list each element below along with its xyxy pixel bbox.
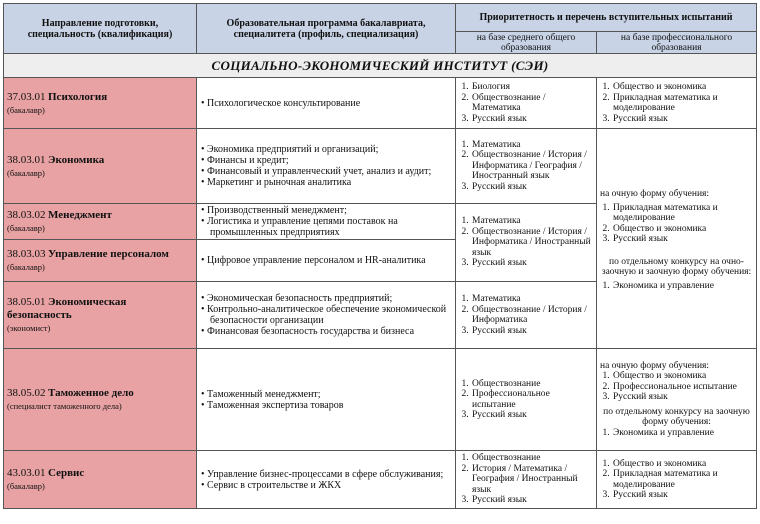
header-direction: Направление подготовки, специальность (квалификация) [4,4,197,54]
program-item: • Экономическая безопасность предприятий; [201,293,452,304]
direction-name: Менеджмент [48,209,112,221]
exam-item: 2. Обществознание / Математика [471,93,593,114]
program-cell [197,129,456,204]
exam-form-label: на очную форму обучения: [600,360,710,371]
admission-table [3,3,757,509]
direction-name: Таможенное дело [48,387,134,399]
direction-cell [4,204,197,240]
direction-name: Экономическая безопасность [7,296,127,321]
table-row [4,78,757,129]
program-item: • Маркетинг и рыночная аналитика [201,177,452,188]
admission-table-container [3,3,756,520]
program-cell [197,451,456,509]
direction-qualification: (бакалавр) [7,262,45,272]
program-item: • Психологическое консультирование [201,98,452,109]
direction-cell [4,451,197,509]
exam-secondary-cell [456,204,597,282]
program-cell [197,240,456,282]
program-item: • Финансы и кредит; [201,155,452,166]
program-item: • Таможенная экспертиза товаров [201,400,452,411]
exam-item: 1. Обществознание [471,453,593,464]
header-professional: на базе профессионального образования [597,32,757,54]
direction-name: Психология [48,90,108,103]
exam-item: 1. Экономика и управление [612,281,753,292]
program-cell [197,78,456,129]
exam-form-label: по отдельному конкурсу на заочную форму обучения: [603,406,750,428]
program-item: • Производственный менеджмент; [201,205,452,216]
exam-prof-cell [597,451,757,509]
program-item: • Экономика предприятий и организаций; [201,144,452,155]
exam-secondary-cell [456,349,597,451]
exam-item: 3. Русский язык [612,490,753,501]
table-row [4,129,757,204]
exam-item: 1. Экономика и управление [612,428,753,439]
program-item: • Управление бизнес-процессами в сфере обслуживания; [201,469,452,480]
table-row [4,349,757,451]
exam-secondary-cell [456,451,597,509]
program-item: • Контрольно-аналитическое обеспечение экономической безопасности организации [201,304,452,326]
direction-code: 38.05.01 [7,296,46,308]
exam-item: 1. Прикладная математика и моделирование [612,203,753,224]
exam-item: 1. Математика [471,216,593,227]
direction-qualification: (экономист) [7,323,51,333]
header-secondary: на базе среднего общего образования [456,32,597,54]
exam-item: 1. Общество и экономика [612,459,753,470]
program-item: • Логистика и управление цепями поставок на промышленных предприятиях [201,216,452,238]
program-item: • Цифровое управление персоналом и HR-аналитика [201,255,452,266]
direction-name: Экономика [48,153,105,166]
table-row [4,451,757,509]
direction-qualification: (бакалавр) [7,104,45,115]
exam-item: 1. Общество и экономика [612,82,753,93]
exam-item: 2. Прикладная математика и моделирование [612,469,753,490]
direction-cell [4,282,197,349]
exam-prof-cell-group [597,129,757,349]
exam-item: 3. Русский язык [612,114,753,125]
direction-cell [4,349,197,451]
institute-title: СОЦИАЛЬНО-ЭКОНОМИЧЕСКИЙ ИНСТИТУТ (СЭИ) [4,54,757,78]
exam-item: 2. Обществознание / История / Информатика / Иностранный язык [471,227,593,259]
exam-item: 1. Общество и экономика [612,371,753,382]
exam-item: 1. Математика [471,294,593,305]
exam-item: 1. Биология [471,82,593,93]
direction-code: 37.03.01 [7,90,46,103]
direction-cell [4,129,197,204]
exam-secondary-cell [456,129,597,204]
exam-item: 3. Русский язык [471,495,593,506]
exam-item: 2. Профессиональное испытание [612,382,753,393]
exam-item: 3. Русский язык [471,258,593,269]
exam-item: 2. Общество и экономика [612,224,753,235]
direction-code: 38.05.02 [7,387,46,399]
exam-item: 3. Русский язык [471,114,593,125]
direction-code: 38.03.01 [7,153,46,166]
exam-item: 2. Обществознание / История / Информатика [471,305,593,326]
institute-row [4,54,757,78]
exam-item: 3. Русский язык [612,234,753,245]
header-exams: Приоритетность и перечень вступительных испытаний [456,4,757,32]
exam-secondary-cell [456,282,597,349]
direction-name: Управление персоналом [48,248,169,260]
program-item: • Сервис в строительстве и ЖКХ [201,480,452,491]
exam-item: 3. Русский язык [471,410,593,421]
direction-code: 43.03.01 [7,467,46,479]
direction-cell [4,240,197,282]
program-cell [197,204,456,240]
direction-code: 38.03.02 [7,209,46,221]
direction-qualification: (бакалавр) [7,481,45,491]
direction-qualification: (бакалавр) [7,167,45,178]
exam-prof-cell [597,349,757,451]
exam-item: 1. Математика [471,140,593,151]
direction-qualification: (специалист таможенного дела) [7,401,122,411]
exam-prof-cell [597,78,757,129]
exam-item: 3. Русский язык [612,392,753,403]
exam-form-label: по отдельному конкурсу на очно-заочную и заочную форму обучения: [601,256,752,277]
exam-item: 2. История / Математика / География / Иностранный язык [471,464,593,496]
exam-item: 3. Русский язык [471,326,593,337]
direction-name: Сервис [48,467,85,479]
exam-item: 2. Прикладная математика и моделирование [612,93,753,114]
exam-secondary-cell [456,78,597,129]
header-program: Образовательная программа бакалавриата, специалитета (профиль, специализация) [197,4,456,54]
header-row [4,4,757,32]
exam-form-label: на очную форму обучения: [600,189,710,199]
program-item: • Таможенный менеджмент; [201,389,452,400]
program-cell [197,282,456,349]
exam-item: 3. Русский язык [471,182,593,193]
exam-item: 1. Обществознание [471,379,593,390]
direction-cell [4,78,197,129]
program-item: • Финансовый и управленческий учет, анализ и аудит; [201,166,452,177]
exam-item: 2. Профессиональное испытание [471,389,593,410]
program-item: • Финансовая безопасность государства и бизнеса [201,326,452,337]
direction-code: 38.03.03 [7,248,46,260]
program-cell [197,349,456,451]
exam-item: 2. Обществознание / История / Информатика / География / Иностранный язык [471,150,593,182]
direction-qualification: (бакалавр) [7,223,45,233]
